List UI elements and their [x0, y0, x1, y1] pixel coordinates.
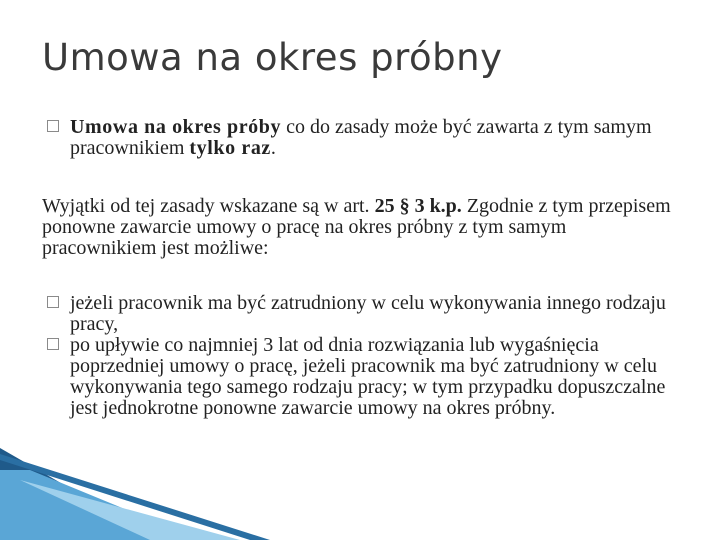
corner-wave-decoration	[0, 440, 300, 540]
list-item	[42, 335, 682, 419]
bullet-list-main	[42, 117, 682, 159]
checkbox-bullet-icon	[47, 296, 59, 308]
checkbox-bullet-icon	[47, 120, 59, 132]
article-reference: 25 § 3 k.p.	[374, 195, 462, 217]
exceptions-paragraph	[42, 196, 682, 259]
checkbox-bullet-icon	[47, 338, 59, 350]
exceptions-list	[42, 293, 682, 419]
exception-text: jeżeli pracownik ma być zatrudniony w celu wykonywania innego rodzaju pracy,	[70, 292, 666, 335]
bullet-text-end: .	[270, 137, 276, 159]
list-item	[42, 293, 682, 335]
slide-title: Umowa na okres próbny	[42, 36, 503, 79]
list-item	[42, 117, 682, 159]
bullet-text	[70, 116, 652, 159]
bullet-text-plain: co do zasady może być zawarta z tym samym pracownikiem	[70, 116, 652, 159]
bold-emphasis: tylko raz	[189, 137, 271, 159]
bold-term: Umowa na okres próby	[70, 116, 282, 138]
paragraph-text-rest: Zgodnie z tym przepisem ponowne zawarcie umowy o pracę na okres próbny z tym samym pracownikiem jest możliwe:	[42, 195, 671, 259]
paragraph-text: Wyjątki od tej zasady wskazane są w art.	[42, 195, 375, 217]
exception-text: po upływie co najmniej 3 lat od dnia rozwiązania lub wygaśnięcia poprzedniej umowy o pracę, jeżeli pracownik ma być zatrudniony w celu wykonywania tego samego rodzaju pracy; w tym przypadku dopuszczalne jest jednokrotne ponowne zawarcie umowy na okres próbny.	[70, 334, 666, 419]
